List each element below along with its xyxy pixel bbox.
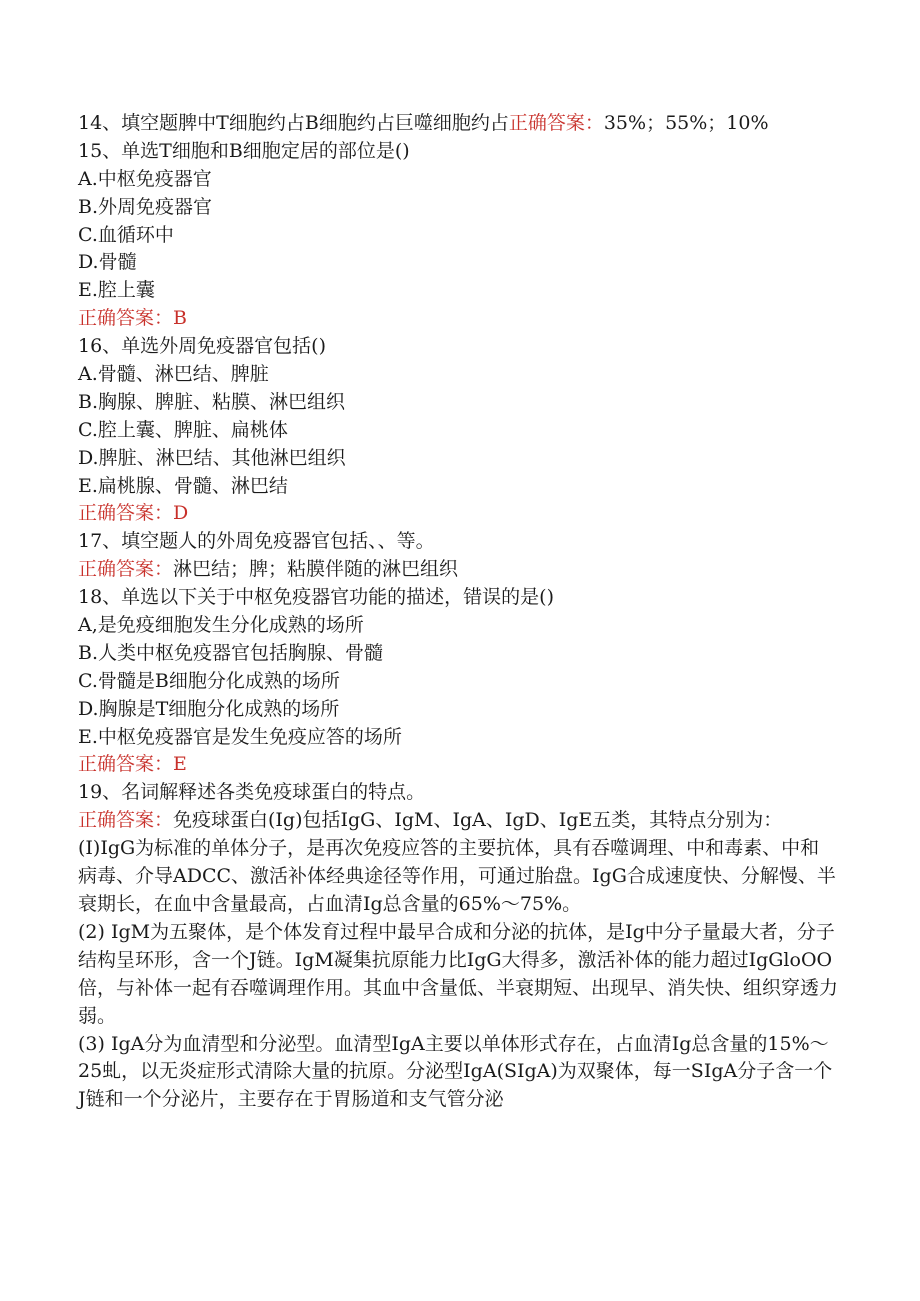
question-18-answer-label: 正确答案： xyxy=(78,753,174,776)
question-18-answer: E xyxy=(173,753,187,776)
question-19-point-1: (I)IgG为标准的单体分子，是再次免疫应答的主要抗体，具有吞噬调理、中和毒素、中和病毒、介导ADCC、激活补体经典途径等作用，可通过胎盘。IgG合成速度快、分解慢、半衰期长，在血中含量最高，占血清Ig总含量的65%～75%。 xyxy=(78,837,836,915)
question-16: 16、单选外周免疫器官包括() xyxy=(78,335,327,358)
question-18-option-b: B.人类中枢免疫器官包括胸腺、骨髓 xyxy=(78,641,384,664)
question-18-option-c: C.骨髓是B细胞分化成熟的场所 xyxy=(78,669,340,692)
question-14-text: 14、填空题脾中T细胞约占B细胞约占巨噬细胞约占 xyxy=(78,112,509,134)
question-19: 19、名词解释述各类免疫球蛋白的特点。 xyxy=(78,781,426,804)
question-15-answer-line xyxy=(78,305,838,333)
question-15-answer: B xyxy=(173,307,187,330)
question-16-option-b: B.胸腺、脾脏、粘膜、淋巴组织 xyxy=(78,390,346,413)
question-17-answer: 淋巴结；脾；粘膜伴随的淋巴组织 xyxy=(173,558,459,581)
question-15-option-d: D.骨髓 xyxy=(78,251,137,274)
question-14-answer: 35%；55%；10% xyxy=(603,112,769,134)
question-16-option-c: C.腔上囊、脾脏、扁桃体 xyxy=(78,418,288,441)
question-18-option-a: A,是免疫细胞发生分化成熟的场所 xyxy=(78,614,364,637)
question-15-option-c: C.血循环中 xyxy=(78,223,174,246)
question-14 xyxy=(78,110,838,138)
question-18-answer-line xyxy=(78,751,838,779)
question-18-option-e: E.中枢免疫器官是发生免疫应答的场所 xyxy=(78,725,402,748)
question-15-option-e: E.腔上囊 xyxy=(78,279,155,302)
question-15-answer-label: 正确答案： xyxy=(78,307,174,330)
question-19-answer-label: 正确答案： xyxy=(78,809,174,832)
question-19-point-3: (3) IgA分为血清型和分泌型。血清型IgA主要以单体形式存在，占血清Ig总含量的15%～25虬，以无炎症形式清除大量的抗原。分泌型IgA(SIgA)为双聚体，每一SIgA分子含一个J链和一个分泌片，主要存在于胃肠道和支气管分泌 xyxy=(78,1032,833,1111)
question-16-answer-line xyxy=(78,500,838,528)
question-17-answer-line xyxy=(78,556,838,584)
question-17: 17、填空题人的外周免疫器官包括、、等。 xyxy=(78,530,435,553)
question-16-option-a: A.骨髓、淋巴结、脾脏 xyxy=(78,363,269,386)
question-18: 18、单选以下关于中枢免疫器官功能的描述，错误的是() xyxy=(78,586,555,609)
question-19-point-2: (2) IgM为五聚体，是个体发育过程中最早合成和分泌的抗体，是Ig中分子量最大者，分子结构呈环形，含一个J链。IgM凝集抗原能力比IgG大得多，激活补体的能力超过IgGloOO倍，与补体一起有吞噬调理作用。其血中含量低、半衰期短、出现早、消失快、组织穿透力弱。 xyxy=(78,920,839,1027)
question-19-answer-intro xyxy=(78,807,838,835)
document-page xyxy=(78,110,838,1114)
question-16-answer-label: 正确答案： xyxy=(78,502,174,525)
question-17-answer-label: 正确答案： xyxy=(78,558,174,581)
question-16-option-d: D.脾脏、淋巴结、其他淋巴组织 xyxy=(78,446,346,469)
question-16-option-e: E.扁桃腺、骨髓、淋巴结 xyxy=(78,474,288,497)
question-15: 15、单选T细胞和B细胞定居的部位是() xyxy=(78,139,410,162)
question-18-option-d: D.胸腺是T细胞分化成熟的场所 xyxy=(78,697,340,720)
question-16-answer: D xyxy=(173,502,189,525)
question-19-answer-intro-text: 免疫球蛋白(Ig)包括IgG、IgM、IgA、IgD、IgE五类，其特点分别为： xyxy=(173,809,783,832)
question-15-option-a: A.中枢免疫器官 xyxy=(78,167,212,190)
question-15-option-b: B.外周免疫器官 xyxy=(78,195,213,218)
question-14-answer-label: 正确答案： xyxy=(508,112,604,134)
